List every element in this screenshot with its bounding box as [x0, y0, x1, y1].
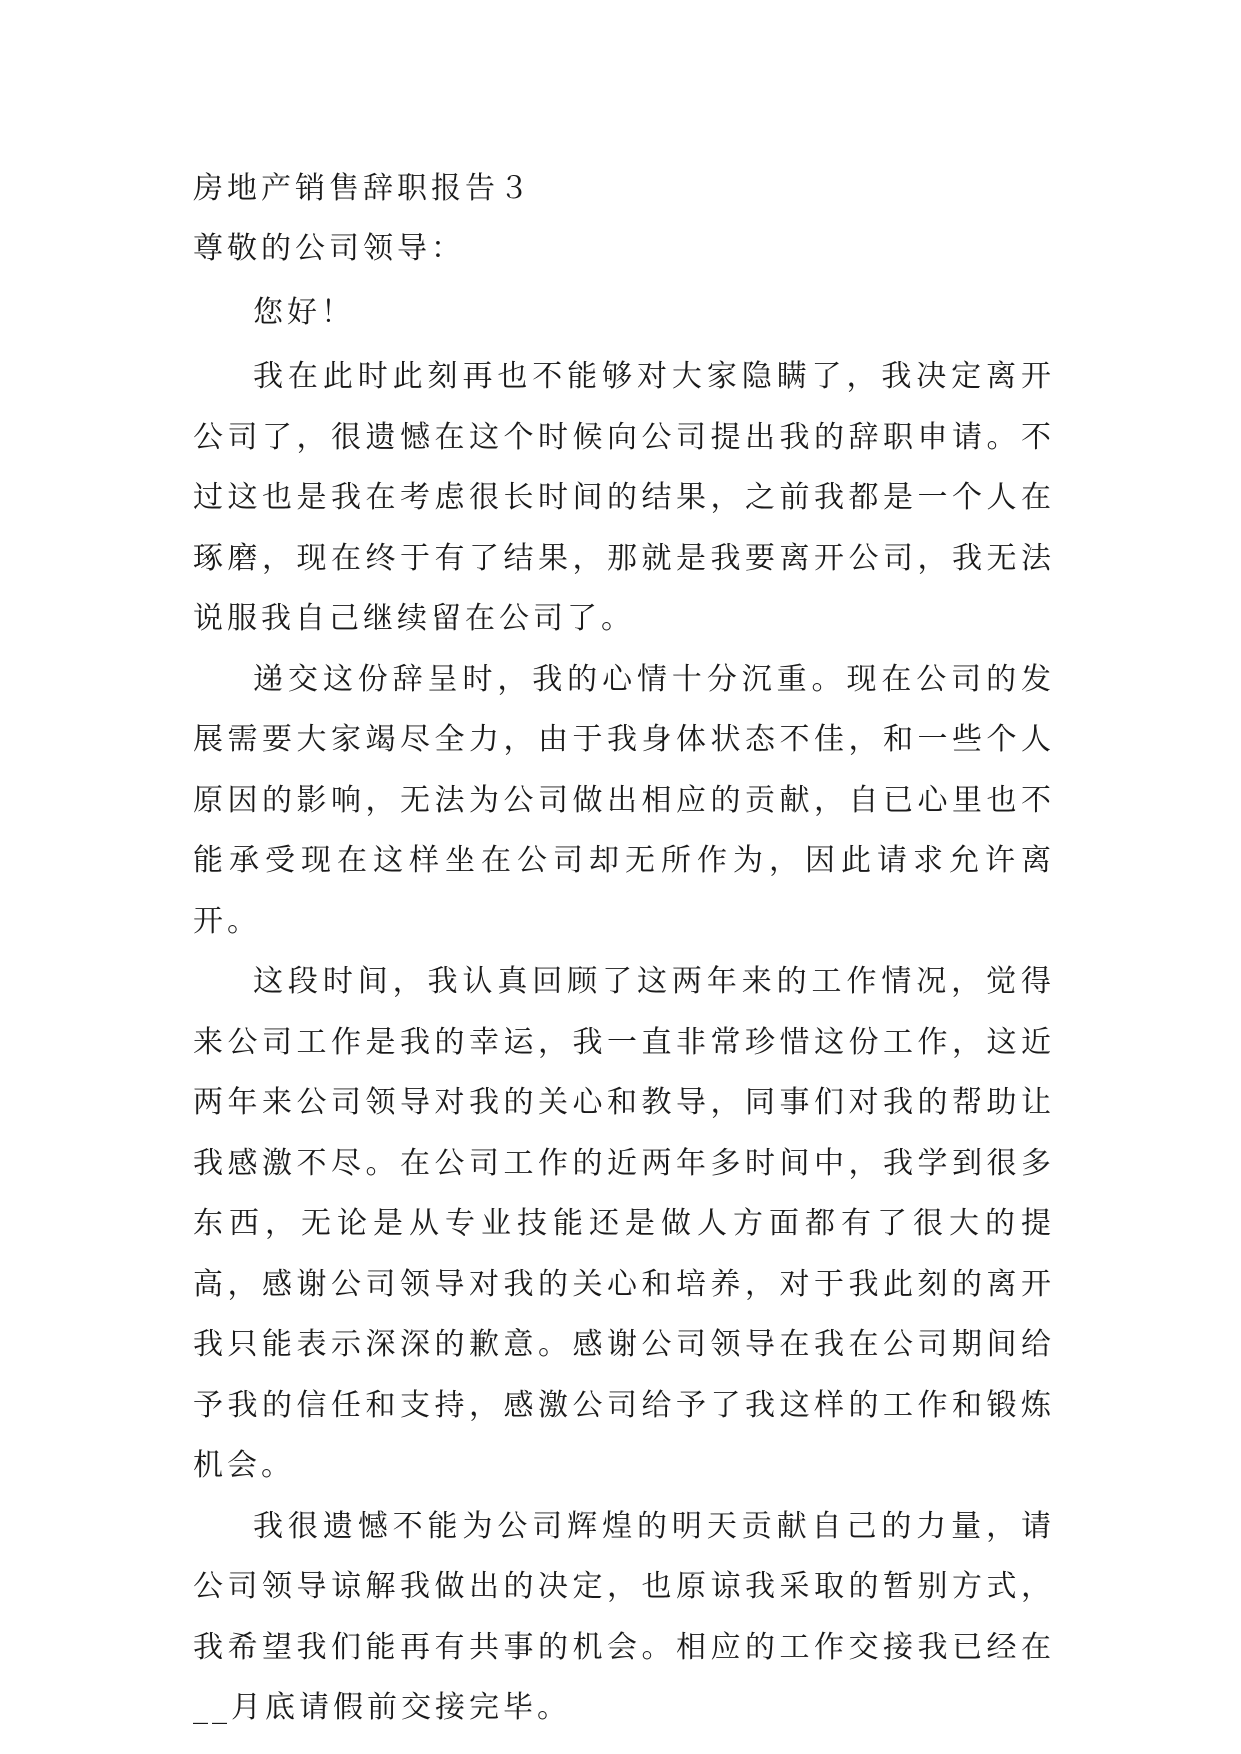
paragraph-1: 我在此时此刻再也不能够对大家隐瞒了，我决定离开公司了，很遗憾在这个时候向公司提出我的辞职申请。不过这也是我在考虑很长时间的结果，之前我都是一个人在琢磨，现在终于有了结果，那就是我要离开公司，我无法说服我自己继续留在公司了。 — [193, 359, 1055, 636]
paragraph-3: 这段时间，我认真回顾了这两年来的工作情况，觉得来公司工作是我的幸运，我一直非常珍惜这份工作，这近两年来公司领导对我的关心和教导，同事们对我的帮助让我感激不尽。在公司工作的近两年多时间中，我学到很多东西，无论是从专业技能还是做人方面都有了很大的提高，感谢公司领导对我的关心和培养，对于我此刻的离开我只能表示深深的歉意。感谢公司领导在我在公司期间给予我的信任和支持，感激公司给予了我这样的工作和锻炼机会。 — [193, 964, 1055, 1483]
paragraph-4: 我很遗憾不能为公司辉煌的明天贡献自己的力量，请公司领导谅解我做出的决定，也原谅我采取的暂别方式，我希望我们能再有共事的机会。相应的工作交接我已经在__月底请假前交接完毕。 — [193, 1508, 1055, 1725]
salutation: 尊敬的公司领导： — [193, 231, 465, 266]
document-body — [193, 159, 1055, 1739]
greeting: 您好！ — [253, 295, 355, 330]
paragraph-2: 递交这份辞呈时，我的心情十分沉重。现在公司的发展需要大家竭尽全力，由于我身体状态不佳，和一些个人原因的影响，无法为公司做出相应的贡献，自已心里也不能承受现在这样坐在公司却无所作为，因此请求允许离开。 — [193, 661, 1055, 939]
document-title: 房地产销售辞职报告３ — [193, 171, 533, 206]
